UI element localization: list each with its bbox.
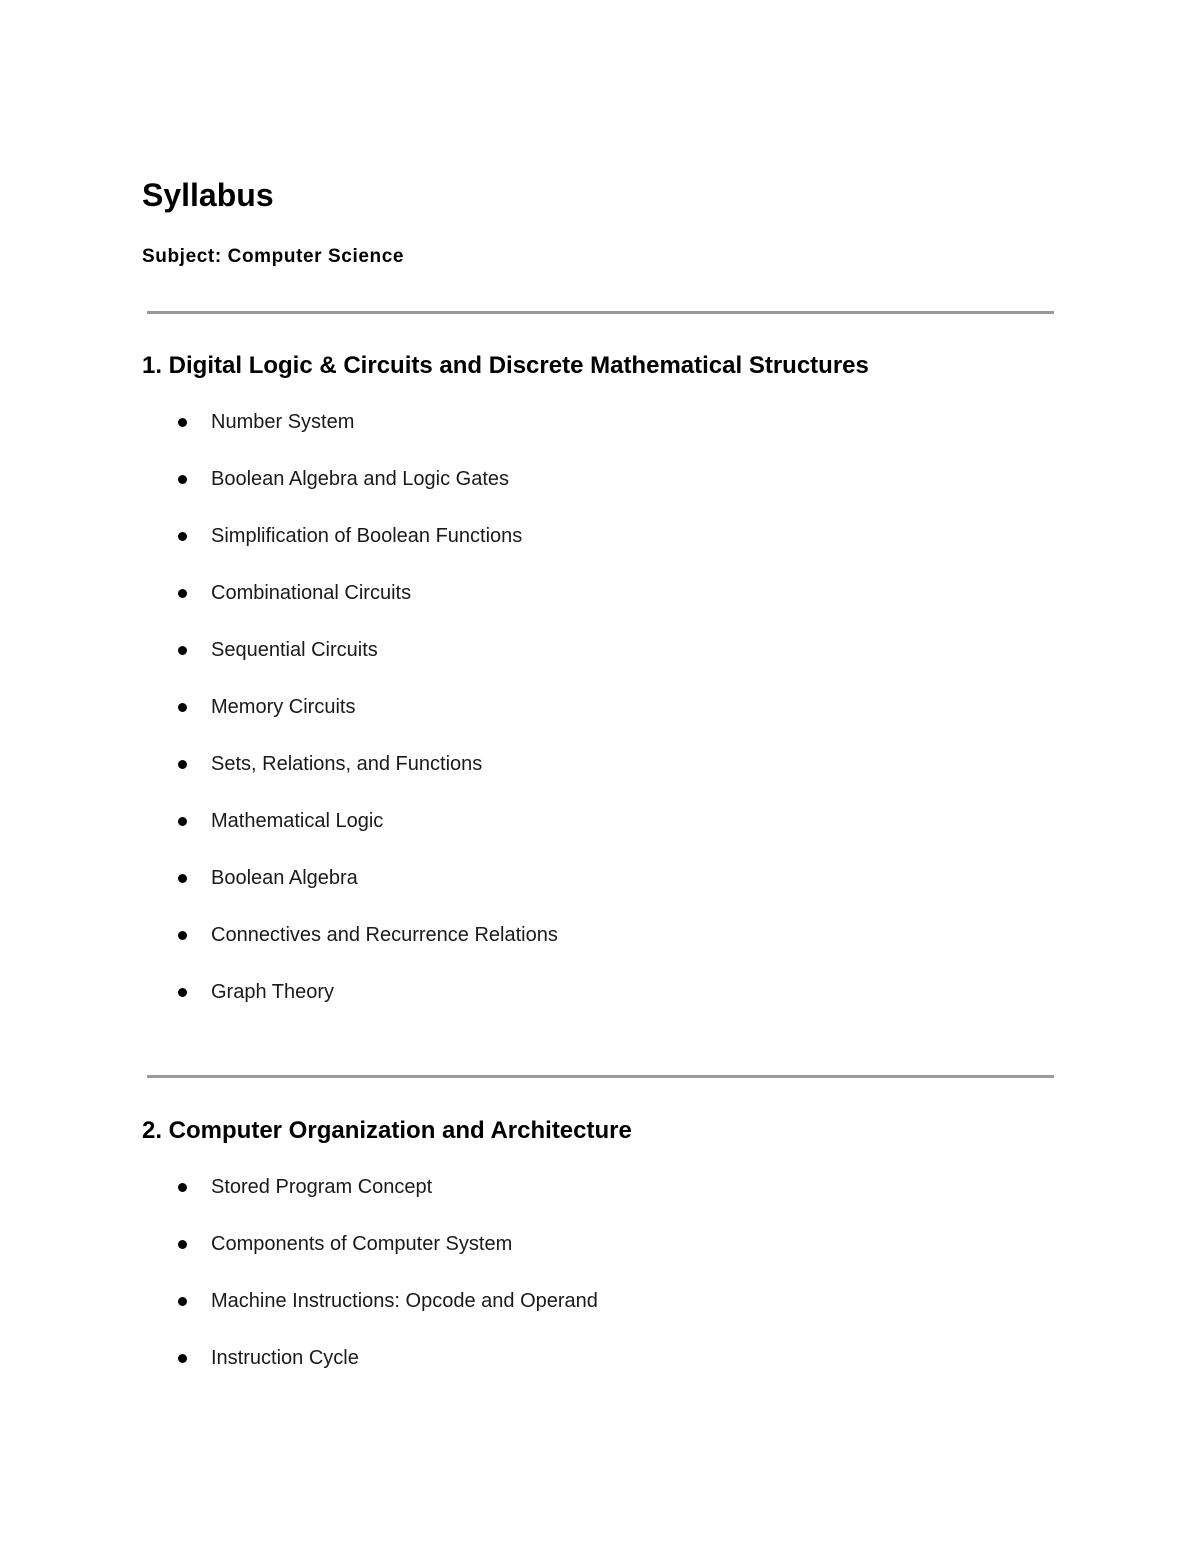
topic-label: Stored Program Concept [211, 1176, 433, 1198]
list-item [0, 1230, 900, 1287]
bullet-icon [178, 532, 187, 541]
bullet-icon [178, 817, 187, 826]
topic-label: Mathematical Logic [211, 810, 384, 832]
list-item [0, 579, 900, 636]
topic-label: Instruction Cycle [211, 1347, 359, 1369]
topic-label: Boolean Algebra [211, 867, 358, 889]
bullet-icon [178, 1240, 187, 1249]
topic-label: Boolean Algebra and Logic Gates [211, 468, 509, 490]
topic-label: Combinational Circuits [211, 582, 412, 604]
list-item [0, 807, 900, 864]
list-item [0, 636, 900, 693]
list-item [0, 921, 900, 978]
divider [147, 1075, 1054, 1078]
page-title: Syllabus [142, 177, 274, 213]
topic-label: Memory Circuits [211, 696, 356, 718]
bullet-icon [178, 418, 187, 427]
topic-label: Connectives and Recurrence Relations [211, 924, 558, 946]
list-item [0, 1344, 900, 1401]
list-item [0, 1287, 900, 1344]
bullet-icon [178, 475, 187, 484]
list-item [0, 465, 900, 522]
list-item [0, 978, 900, 1035]
topic-label: Components of Computer System [211, 1233, 513, 1255]
section-heading: 1. Digital Logic & Circuits and Discrete Mathematical Structures [142, 352, 869, 379]
topic-label: Sets, Relations, and Functions [211, 753, 483, 775]
bullet-icon [178, 1183, 187, 1192]
bullet-icon [178, 988, 187, 997]
list-item [0, 750, 900, 807]
topic-label: Sequential Circuits [211, 639, 378, 661]
bullet-icon [178, 703, 187, 712]
topic-label: Machine Instructions: Opcode and Operand [211, 1290, 598, 1312]
list-item [0, 522, 900, 579]
bullet-icon [178, 931, 187, 940]
topic-list [0, 408, 900, 1035]
bullet-icon [178, 874, 187, 883]
bullet-icon [178, 1297, 187, 1306]
bullet-icon [178, 1354, 187, 1363]
divider [147, 311, 1054, 314]
bullet-icon [178, 760, 187, 769]
list-item [0, 408, 900, 465]
list-item [0, 1173, 900, 1230]
bullet-icon [178, 646, 187, 655]
topic-list [0, 1173, 900, 1401]
list-item [0, 864, 900, 921]
section-heading: 2. Computer Organization and Architecture [142, 1117, 632, 1144]
topic-label: Simplification of Boolean Functions [211, 525, 523, 547]
list-item [0, 693, 900, 750]
topic-label: Graph Theory [211, 981, 335, 1003]
subject-line: Subject: Computer Science [142, 246, 405, 267]
topic-label: Number System [211, 411, 355, 433]
bullet-icon [178, 589, 187, 598]
